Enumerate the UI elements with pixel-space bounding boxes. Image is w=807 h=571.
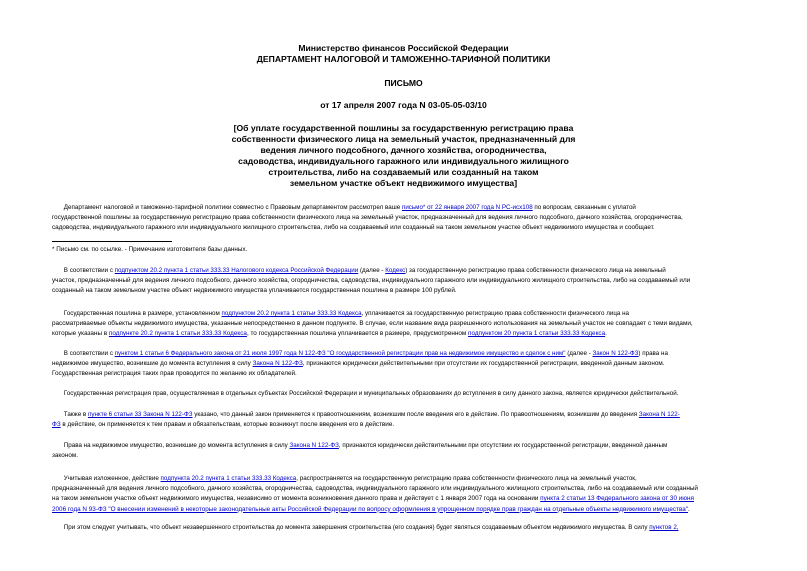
text-line: законом. bbox=[52, 452, 78, 460]
text-span: ) права на bbox=[638, 350, 668, 357]
subparagraph-link[interactable]: подпунктом 20.2 пункта 1 статьи 333.33 Кодекса bbox=[221, 310, 362, 317]
text-span: Права на недвижимое имущество, возникшие до момента вступления в силу bbox=[63, 442, 290, 449]
paragraph-8 bbox=[52, 474, 766, 515]
text-span: по вопросам, связанным с уплатой bbox=[532, 204, 636, 211]
text-line bbox=[52, 474, 754, 484]
text-line bbox=[52, 505, 766, 515]
text-span: Учитывая изложенное, действие bbox=[63, 475, 161, 482]
text-span: , распространяется на государственную регистрацию права собственности физического лица на земельный участок, bbox=[296, 475, 637, 482]
text-line bbox=[52, 494, 766, 504]
text-span: В соответствии с bbox=[63, 350, 115, 357]
text-line bbox=[52, 349, 754, 359]
subject-line: садоводства, индивидуального гаражного или индивидуального жилищного bbox=[238, 156, 569, 166]
points-link[interactable]: пунктов 2, bbox=[649, 524, 679, 531]
text-span: (далее - bbox=[358, 267, 386, 274]
text-span: , уплачивается за государственную регистрацию права собственности физического лица на bbox=[361, 310, 630, 317]
law-122-link[interactable]: Закона N 122-ФЗ bbox=[252, 360, 303, 368]
text-line: садоводства, индивидуального гаражного или индивидуального жилищного строительства, либо на создаваемый или созданный на таком земельном участке объект недвижимого имущества и сообщает. bbox=[52, 224, 655, 232]
law-122-link[interactable]: пункте 6 статьи 33 Закона N 122-ФЗ bbox=[87, 411, 193, 418]
text-span: , признаются юридически действительными при отсутствии их государственной регистрации, введенной данным законом. bbox=[302, 360, 665, 368]
text-span: При этом следует учитывать, что объект незавершенного строительства до момента завершения строительства (его создания) будет являться создаваемым объектом недвижимого имущества. В силу bbox=[63, 524, 650, 531]
text-line bbox=[52, 410, 754, 420]
text-span: , признаются юридически действительными при отсутствии их государственной регистрации, введенной данным bbox=[338, 442, 668, 449]
text-span: (далее - bbox=[565, 350, 593, 357]
subject-line: строительства, либо на создаваемый или созданный на таком bbox=[268, 167, 539, 177]
subject-line: ведения личного подсобного, дачного хозяйства, огородничества, bbox=[260, 145, 547, 155]
paragraph-9 bbox=[52, 523, 766, 533]
text-line: созданный на таком земельном участке объект недвижимого имущества уплачивается государственная пошлина в размере 100 рублей. bbox=[52, 287, 457, 295]
text-span: , то государственная пошлина уплачивается в размере, предусмотренном bbox=[246, 330, 469, 338]
paragraph-intro bbox=[52, 203, 766, 234]
text-span: Государственная пошлина в размере, установленном bbox=[63, 310, 222, 317]
text-span: недвижимое имущество, возникшие до момента вступления в силу bbox=[52, 360, 253, 368]
federal-law-link[interactable]: пунктом 1 статьи 6 Федерального закона от 21 июля 1997 года N 122-ФЗ "О государственной регистрации прав на недвижимое имущество и сделок с ним" bbox=[114, 350, 566, 357]
text-span: В соответствии с bbox=[63, 267, 115, 274]
text-line: государственной пошлины за государственную регистрацию права собственности физического лица на земельный участок, предназначенный для ведения личного подсобного, дачного хозяйства, огородничества, bbox=[52, 214, 683, 222]
text-span: которые указаны в bbox=[52, 330, 109, 338]
text-span: указано, что данный закон применяется к правоотношениям, возникшим после введения его в действие. По правоотношениям, возникшим до введения bbox=[192, 411, 639, 418]
footnote-divider bbox=[52, 241, 172, 242]
document-type: ПИСЬМО bbox=[384, 78, 423, 88]
text-line: рассматриваемые объекты недвижимого имущества, указанные непосредственно в данном подпункте. В случае, если название вида разрешенного использования на земельный участок не совпадает с теми видами, bbox=[52, 320, 693, 328]
law-122-link[interactable]: Закона N 122-ФЗ bbox=[289, 442, 339, 449]
subparagraph-link[interactable]: подпункта 20.2 пункта 1 статьи 333.33 Кодекса bbox=[160, 475, 297, 482]
text-line bbox=[52, 329, 766, 339]
subparagraph-link[interactable]: подпункте 20.2 пункта 1 статьи 333.33 Кодекса bbox=[108, 330, 247, 338]
code-link[interactable]: Кодекс bbox=[385, 267, 406, 274]
paragraph-3 bbox=[52, 309, 766, 340]
subparagraph-link[interactable]: подпунктом 20 пункта 1 статьи 333.33 Кодекса bbox=[468, 330, 606, 338]
paragraph-5 bbox=[52, 389, 766, 399]
subject-line: земельном участке объект недвижимого имущества] bbox=[289, 178, 518, 188]
paragraph-7 bbox=[52, 441, 766, 461]
law-122-link[interactable]: ФЗ bbox=[52, 421, 61, 429]
text-line bbox=[52, 441, 754, 451]
paragraph-4 bbox=[52, 349, 766, 380]
paragraph-2 bbox=[52, 266, 766, 297]
federal-law-93-link[interactable]: пункта 2 статьи 13 Федерального закона от 30 июня bbox=[540, 495, 694, 503]
letter-link[interactable]: письмо* от 22 января 2007 года N РС-исх108 bbox=[401, 204, 533, 211]
text-line bbox=[52, 420, 766, 430]
federal-law-93-link[interactable]: 2006 года N 93-ФЗ "О внесении изменений в некоторые законодательные акты Российской Федерации по вопросу оформления в упрощенном порядке прав граждан на отдельные объекты недвижимого имущества" bbox=[52, 505, 689, 513]
law-122-link[interactable]: Закон N 122-ФЗ bbox=[592, 350, 639, 357]
text-line bbox=[52, 309, 754, 319]
text-span: ) за государственную регистрацию права собственности физического лица на земельный bbox=[405, 267, 666, 274]
text-line: предназначенный для ведения личного подсобного, дачного хозяйства, огородничества, садоводства, индивидуального гаражного или индивидуального жилищного строительства, либо на создаваемый или созданный bbox=[52, 485, 698, 493]
text-span: в действие, он применяется к тем правам и обязательствам, которые возникнут после введения его в действие. bbox=[60, 421, 395, 429]
text-line bbox=[52, 266, 754, 276]
department-name: ДЕПАРТАМЕНТ НАЛОГОВОЙ И ТАМОЖЕННО-ТАРИФНОЙ ПОЛИТИКИ bbox=[256, 54, 551, 64]
tax-code-link[interactable]: подпунктом 20.2 пункта 1 статьи 333.33 Налогового кодекса Российской Федерации bbox=[114, 267, 359, 274]
text-line: Государственная регистрация прав, осуществляемая в отдельных субъектах Российской Федерации и муниципальных образованиях до вступления в силу данного закона, является юридически действительной. bbox=[63, 390, 679, 397]
text-span: Также в bbox=[63, 411, 88, 418]
subject-line: собственности физического лица на земельный участок, предназначенный для bbox=[231, 134, 576, 144]
text-line bbox=[52, 523, 754, 533]
ministry-name: Министерство финансов Российской Федерации bbox=[298, 43, 509, 53]
subject-line: [Об уплате государственной пошлины за государственную регистрацию права bbox=[233, 123, 574, 133]
text-span: Департамент налоговой и таможенно-тарифной политики совместно с Правовым департаментом рассмотрел ваше bbox=[63, 204, 402, 211]
law-122-link[interactable]: Закона N 122- bbox=[638, 411, 680, 418]
text-line: Государственная регистрация таких прав проводится по желанию их обладателей. bbox=[52, 370, 297, 378]
text-line bbox=[52, 359, 766, 369]
text-span: на таком земельном участке объект недвижимого имущества, независимо от момента возникновения данного права и действует с 1 января 2007 года на основании bbox=[52, 495, 541, 503]
text-span: . bbox=[688, 505, 690, 513]
footnote: * Письмо см. по ссылке. - Примечание изготовителя базы данных. bbox=[52, 246, 248, 253]
paragraph-6 bbox=[52, 410, 766, 430]
text-line: участок, предназначенный для ведения личного подсобного, дачного хозяйства, огородничества, садоводства, индивидуального гаражного или индивидуального жилищного строительства, либо на создаваемый или bbox=[52, 277, 691, 285]
text-span: . bbox=[605, 330, 607, 338]
document-date-number: от 17 апреля 2007 года N 03-05-05-03/10 bbox=[320, 100, 487, 110]
text-line bbox=[52, 203, 754, 213]
